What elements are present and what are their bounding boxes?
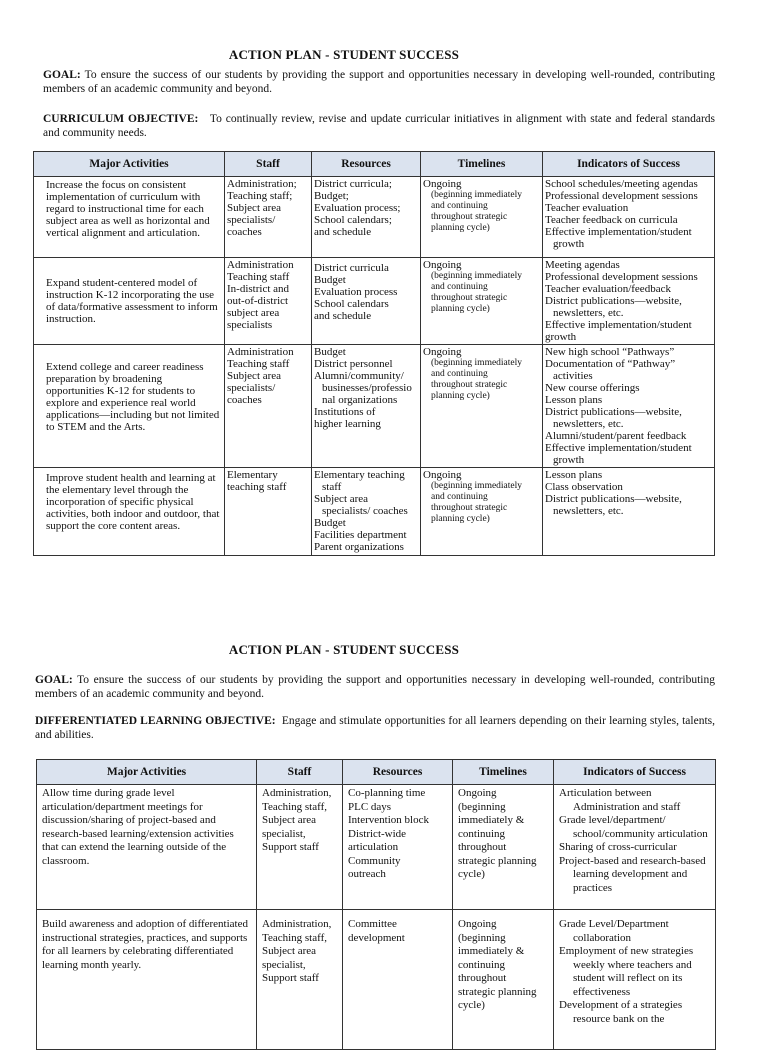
timeline-detail: (beginning immediately xyxy=(431,190,523,200)
resource-line: Budget xyxy=(314,517,346,529)
timeline-main: Ongoing xyxy=(423,178,462,190)
timeline-line: Ongoing xyxy=(458,787,497,799)
resource-line: Budget xyxy=(314,346,346,358)
plan2-table xyxy=(36,759,716,1050)
staff-line: Elementary xyxy=(227,469,278,481)
resource-line: Budget; xyxy=(314,190,349,202)
indicators-cell xyxy=(554,785,716,910)
resource-line: District curricula xyxy=(314,262,389,274)
staff-line: subject area xyxy=(227,307,280,319)
plan1-objective-label: CURRICULUM OBJECTIVE: xyxy=(43,113,199,125)
plan2-objective xyxy=(35,714,715,742)
timeline-line: throughout xyxy=(458,972,507,984)
timeline-detail: throughout strategic xyxy=(431,503,508,513)
timeline-line: strategic planning xyxy=(458,985,537,998)
staff-line: Subject area xyxy=(227,370,282,382)
staff-cell xyxy=(225,258,312,345)
timeline-detail: (beginning immediately xyxy=(431,358,523,368)
plan2-header-row xyxy=(37,760,716,785)
staff-line: Support staff xyxy=(262,841,319,853)
plan1-goal xyxy=(43,68,715,96)
timeline-cell xyxy=(421,345,543,468)
table-row xyxy=(37,910,716,1050)
col-header-activities: Major Activities xyxy=(37,760,257,785)
timeline-line: continuing xyxy=(458,827,506,840)
indicator-line: Lesson plans xyxy=(545,469,603,481)
staff-cell xyxy=(257,910,343,1050)
timeline-detail: and continuing xyxy=(431,201,488,211)
col-header-staff: Staff xyxy=(257,760,343,785)
indicator-line: Sharing of cross-curricular xyxy=(559,841,677,853)
plan1-title: ACTION PLAN - STUDENT SUCCESS xyxy=(228,47,460,62)
indicator-line: Class observation xyxy=(545,481,623,493)
indicator-line: newsletters, etc. xyxy=(553,505,624,517)
timeline-line: immediately & xyxy=(458,814,525,826)
resource-line: nal organizations xyxy=(322,394,398,406)
staff-line: specialists/ xyxy=(227,214,276,226)
timeline-cell xyxy=(453,910,554,1050)
staff-line: specialist, xyxy=(262,958,306,971)
indicator-line: growth xyxy=(553,454,585,466)
resource-line: articulation xyxy=(348,841,399,853)
indicator-line: District publications—website, xyxy=(545,493,682,505)
timeline-line: cycle) xyxy=(458,868,485,880)
staff-line: Administration xyxy=(227,259,294,271)
indicator-line: newsletters, etc. xyxy=(553,307,624,319)
timeline-cell xyxy=(421,468,543,556)
resource-line: higher learning xyxy=(314,418,381,430)
staff-cell xyxy=(225,345,312,468)
resource-line: Facilities department xyxy=(314,529,407,541)
indicator-line: Effective implementation/student xyxy=(545,319,692,331)
table-row xyxy=(34,468,715,556)
plan2-goal xyxy=(35,673,715,701)
resources-cell xyxy=(312,468,421,556)
indicator-line: Lesson plans xyxy=(545,394,603,406)
indicator-line: newsletters, etc. xyxy=(553,418,624,430)
indicator-line: Articulation between Administration and staff xyxy=(559,787,681,813)
activity-cell: Increase the focus on consistent implementation of curriculum with regard to instructional time for each subject area as well as horizontal and vertical alignment and articulation. xyxy=(34,177,225,258)
resource-line: outreach xyxy=(348,868,386,880)
staff-line: Subject area xyxy=(262,945,317,957)
col-header-indicators: Indicators of Success xyxy=(554,760,716,785)
indicator-line: District publications—website, xyxy=(545,295,682,307)
timeline-line: strategic planning xyxy=(458,854,537,867)
resource-line: Co-planning time xyxy=(348,787,426,799)
staff-line: Subject area xyxy=(227,202,282,214)
staff-line: coaches xyxy=(227,226,262,238)
staff-line: Administration; xyxy=(227,178,297,190)
indicator-line: Grade Level/Department collaboration xyxy=(559,918,669,944)
timeline-detail: throughout strategic xyxy=(431,293,508,303)
resource-line: PLC days xyxy=(348,800,392,813)
col-header-indicators: Indicators of Success xyxy=(543,152,715,177)
indicator-line: growth xyxy=(553,238,585,250)
indicator-line: activities xyxy=(553,370,593,382)
timeline-detail: (beginning immediately xyxy=(431,271,523,281)
indicator-line: Effective implementation/student xyxy=(545,442,692,454)
plan2-goal-text: To ensure the success of our students by providing the support and opportunities necessary in developing well-rounded, contributing members of an academic community and beyond. xyxy=(35,674,715,700)
timeline-main: Ongoing xyxy=(423,259,462,271)
indicator-line: Teacher evaluation xyxy=(545,202,629,214)
resources-cell xyxy=(343,785,453,910)
resource-line: specialists/ coaches xyxy=(322,505,408,517)
timeline-detail: planning cycle) xyxy=(431,304,490,314)
plan1-table xyxy=(33,151,715,556)
resources-cell xyxy=(312,258,421,345)
plan2-objective-text: Engage and stimulate opportunities for all learners depending on their learning styles, talents, and abilities. xyxy=(35,715,716,741)
staff-line: specialist, xyxy=(262,827,306,840)
timeline-line: Ongoing xyxy=(458,918,497,930)
timeline-detail: planning cycle) xyxy=(431,223,490,233)
col-header-resources: Resources xyxy=(343,760,453,785)
plan2-goal-label: GOAL: xyxy=(35,674,73,686)
timeline-line: cycle) xyxy=(458,999,485,1011)
timeline-detail: and continuing xyxy=(431,492,488,502)
resource-line: Elementary teaching xyxy=(314,469,405,481)
indicator-line: Meeting agendas xyxy=(545,259,620,271)
plan1-header-row xyxy=(34,152,715,177)
indicators-cell xyxy=(543,345,715,468)
activity-cell: Build awareness and adoption of differentiated instructional strategies, practices, and supports for all learners by celebrating differentiated learning month yearly. xyxy=(37,910,257,1050)
timeline-detail: planning cycle) xyxy=(431,514,490,524)
staff-line: Teaching staff xyxy=(227,358,290,370)
plan2-title: ACTION PLAN - STUDENT SUCCESS xyxy=(228,642,460,657)
staff-line: Support staff xyxy=(262,972,319,984)
indicator-line: Teacher evaluation/feedback xyxy=(545,283,671,295)
indicators-cell xyxy=(543,177,715,258)
resource-line: Evaluation process; xyxy=(314,202,401,214)
timeline-main: Ongoing xyxy=(423,469,462,481)
staff-line: Teaching staff, xyxy=(262,931,328,944)
timeline-detail: throughout strategic xyxy=(431,212,508,222)
indicator-line: Effective implementation/student xyxy=(545,226,692,238)
resource-line: District curricula; xyxy=(314,178,392,190)
indicator-line: Employment of new strategies weekly where teachers and student will reflect on its effectiveness xyxy=(559,945,694,998)
resource-line: School calendars xyxy=(314,298,389,310)
timeline-detail: (beginning immediately xyxy=(431,481,523,491)
activity-cell: Improve student health and learning at the elementary level through the incorporation of specific physical activities, both indoor and outdoor, that support the core content areas. xyxy=(34,468,225,556)
staff-line: Subject area xyxy=(262,814,317,826)
resource-line: School calendars; xyxy=(314,214,392,226)
resource-line: Institutions of xyxy=(314,406,376,418)
resources-cell xyxy=(312,345,421,468)
indicator-line: Professional development sessions xyxy=(545,271,698,283)
indicator-line: Grade level/department/ school/community articulation xyxy=(559,814,708,840)
timeline-cell xyxy=(421,258,543,345)
staff-line: In-district and xyxy=(227,283,290,295)
staff-line: coaches xyxy=(227,394,262,406)
resource-line: Subject area xyxy=(314,493,369,505)
indicators-cell xyxy=(554,910,716,1050)
staff-cell xyxy=(257,785,343,910)
staff-line: Administration xyxy=(227,346,294,358)
resource-line: District-wide xyxy=(348,827,407,840)
resource-line: Budget xyxy=(314,274,346,286)
indicator-line: New course offerings xyxy=(545,382,640,394)
resource-line: and schedule xyxy=(314,226,372,238)
timeline-line: immediately & xyxy=(458,945,525,957)
indicator-line: growth xyxy=(545,331,577,343)
timeline-cell xyxy=(453,785,554,910)
col-header-staff: Staff xyxy=(225,152,312,177)
col-header-timelines: Timelines xyxy=(453,760,554,785)
resource-line: Intervention block xyxy=(348,814,429,826)
timeline-detail: throughout strategic xyxy=(431,380,508,390)
resource-line: Parent organizations xyxy=(314,541,404,553)
plan1-goal-label: GOAL: xyxy=(43,69,81,81)
indicators-cell xyxy=(543,258,715,345)
activity-cell: Expand student-centered model of instruction K-12 incorporating the use of data/formative assessment to inform instruction. xyxy=(34,258,225,345)
timeline-detail: and continuing xyxy=(431,369,488,379)
resources-cell xyxy=(343,910,453,1050)
timeline-line: throughout xyxy=(458,841,507,853)
resources-cell xyxy=(312,177,421,258)
staff-line: Teaching staff, xyxy=(262,800,328,813)
timeline-line: continuing xyxy=(458,958,506,971)
resource-line: Community xyxy=(348,854,401,867)
plan1-objective-text: To continually review, revise and update curricular initiatives in alignment with state and federal standards and community needs. xyxy=(43,113,715,139)
staff-cell xyxy=(225,177,312,258)
resource-line: Evaluation process xyxy=(314,286,398,298)
indicator-line: Documentation of “Pathway” xyxy=(545,358,676,370)
resource-line: businesses/professio xyxy=(322,382,412,394)
timeline-main: Ongoing xyxy=(423,346,462,358)
indicator-line: School schedules/meeting agendas xyxy=(545,178,698,190)
staff-line: Teaching staff xyxy=(227,271,290,283)
staff-line: teaching staff xyxy=(227,481,287,493)
activity-cell: Allow time during grade level articulation/department meetings for discussion/sharing of project-based and research-based learning/extension activities that can extend the learning outside of the classroom. xyxy=(37,785,257,910)
staff-line: specialists xyxy=(227,319,273,331)
indicator-line: Alumni/student/parent feedback xyxy=(545,430,687,442)
activity-cell: Extend college and career readiness preparation by broadening opportunities K-12 for students to explore and experience real world applications—including but not limited to STEM and the Arts. xyxy=(34,345,225,468)
plan1-goal-text: To ensure the success of our students by providing the support and opportunities necessary in developing well-rounded, contributing members of an academic community and beyond. xyxy=(43,69,715,95)
staff-line: specialists/ xyxy=(227,382,276,394)
resource-line: staff xyxy=(322,481,342,493)
indicators-cell xyxy=(543,468,715,556)
staff-line: Administration, xyxy=(262,787,332,799)
resource-line: and schedule xyxy=(314,310,372,322)
timeline-detail: and continuing xyxy=(431,282,488,292)
table-row xyxy=(34,177,715,258)
staff-cell xyxy=(225,468,312,556)
indicator-line: District publications—website, xyxy=(545,406,682,418)
resource-line: development xyxy=(348,931,405,944)
indicator-line: New high school “Pathways” xyxy=(545,346,675,358)
timeline-cell xyxy=(421,177,543,258)
timeline-line: (beginning xyxy=(458,800,506,813)
resource-line: Committee xyxy=(348,918,397,930)
table-row xyxy=(34,345,715,468)
indicator-line: Teacher feedback on curricula xyxy=(545,214,678,226)
resource-line: Alumni/community/ xyxy=(314,370,404,382)
staff-line: out-of-district xyxy=(227,295,289,307)
indicator-line: Development of a strategies resource bank on the xyxy=(559,999,683,1025)
resource-line: District personnel xyxy=(314,358,393,370)
indicator-line: Project-based and research-based learning development and practices xyxy=(559,854,706,894)
timeline-line: (beginning xyxy=(458,931,506,944)
timeline-detail: planning cycle) xyxy=(431,391,490,401)
staff-line: Teaching staff; xyxy=(227,190,293,202)
plan1-objective xyxy=(43,112,715,140)
col-header-activities: Major Activities xyxy=(34,152,225,177)
table-row xyxy=(37,785,716,910)
table-row xyxy=(34,258,715,345)
staff-line: Administration, xyxy=(262,918,332,930)
plan2-objective-label: DIFFERENTIATED LEARNING OBJECTIVE: xyxy=(35,715,276,727)
col-header-resources: Resources xyxy=(312,152,421,177)
indicator-line: Professional development sessions xyxy=(545,190,698,202)
col-header-timelines: Timelines xyxy=(421,152,543,177)
